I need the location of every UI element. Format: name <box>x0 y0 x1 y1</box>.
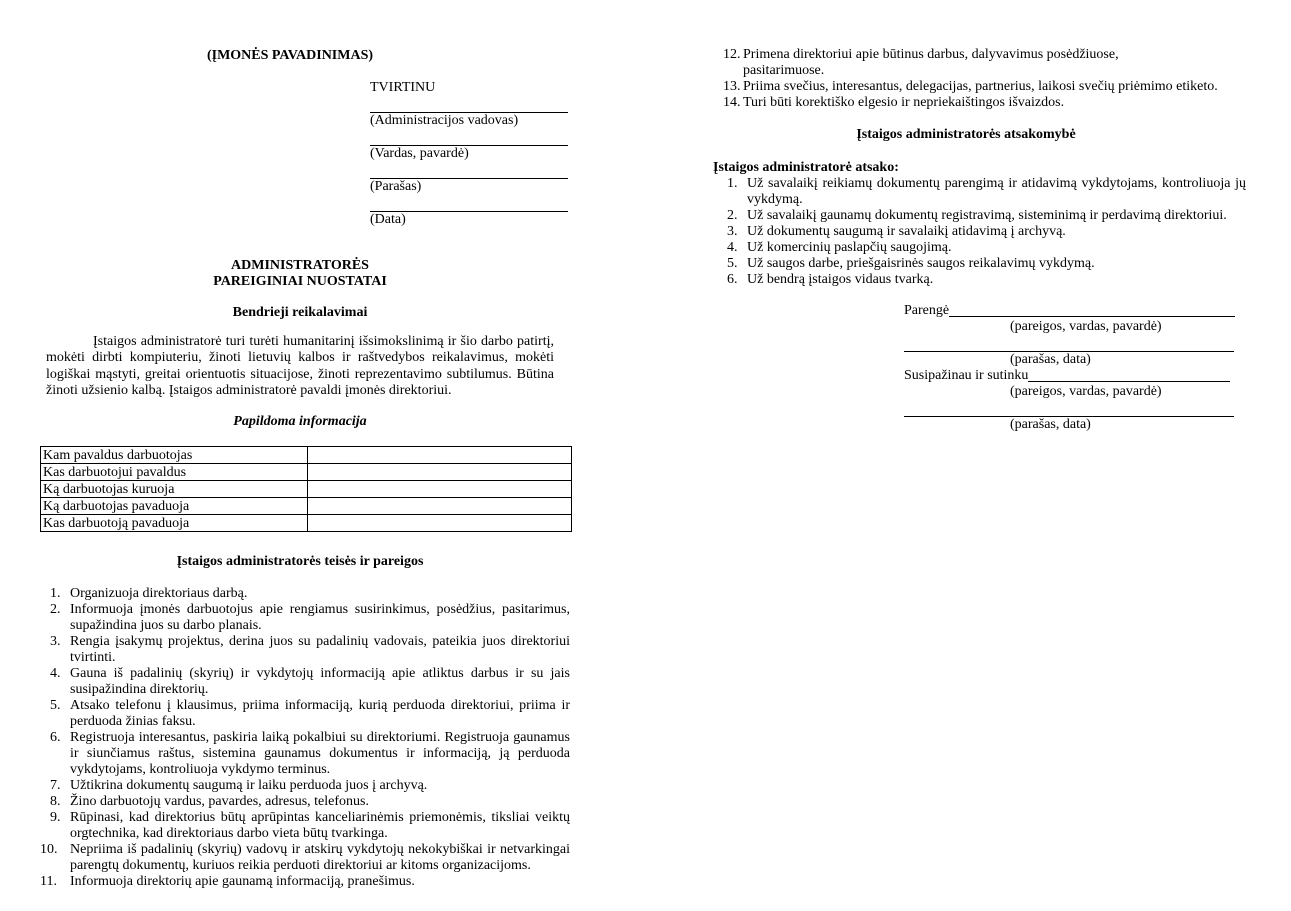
signature-line <box>904 400 1234 417</box>
list-item <box>706 95 1226 111</box>
table-cell-value <box>308 464 572 481</box>
item-number: 10. <box>40 842 58 857</box>
item-number: 11. <box>40 874 57 889</box>
title-line-1: ADMINISTRATORĖS <box>231 258 369 273</box>
signature-line <box>370 164 568 179</box>
list-item <box>40 874 570 890</box>
item-text: Primena direktoriui apie būtinus darbus, dalyvavimus posėdžiuose, <box>743 47 1119 62</box>
table-cell-label: Ką darbuotojas kuruoja <box>41 481 308 498</box>
list-item <box>706 272 1246 288</box>
item-number: 12. <box>723 47 741 62</box>
table-cell-label: Kas darbuotoją pavaduoja <box>41 515 308 532</box>
item-text: Organizuoja direktoriaus darbą. <box>70 586 248 601</box>
item-text: Registruoja interesantus, paskiria laiką pokalbiui su direktoriumi. Registruoja gaunamus ir siunčiamus raštus, sistemina gaunamus dokumentus ir informaciją, ją perduoda vykdytojams, kontroliuoja vykdymo terminus. <box>70 730 570 777</box>
item-number: 3. <box>50 634 61 649</box>
list-item <box>40 586 570 602</box>
approval-block <box>370 80 568 230</box>
title-line-2: PAREIGINIAI NUOSTATAI <box>213 274 387 289</box>
table-cell-label: Ką darbuotojas pavaduoja <box>41 498 308 515</box>
list-item <box>40 794 570 810</box>
duties-list-continued <box>706 47 1226 111</box>
table-row <box>41 447 572 464</box>
signature-block <box>904 303 1239 433</box>
item-number: 3. <box>727 224 738 239</box>
item-text: Rengia įsakymų projektus, derina juos su padalinių vadovais, pateikia juos direktoriui tvirtinti. <box>70 634 570 665</box>
table-cell-value <box>308 481 572 498</box>
item-number: 5. <box>50 698 61 713</box>
item-number: 2. <box>727 208 738 223</box>
item-text: Turi būti korektiško elgesio ir nepriekaištingos išvaizdos. <box>743 95 1065 110</box>
company-name: (ĮMONĖS PAVADINIMAS) <box>206 48 374 63</box>
item-text: Už saugos darbe, priešgaisrinės saugos reikalavimų vykdymą. <box>747 256 1095 271</box>
general-paragraph <box>46 334 554 399</box>
item-number: 4. <box>50 666 61 681</box>
table-row <box>41 498 572 515</box>
item-text: Už bendrą įstaigos vidaus tvarką. <box>747 272 934 287</box>
item-text-continued: pasitarimuose. <box>743 63 825 78</box>
item-text: Užtikrina dokumentų saugumą ir laiku perduoda juos į archyvą. <box>70 778 428 793</box>
list-item <box>706 208 1246 224</box>
approval-caption: (Administracijos vadovas) <box>370 113 519 128</box>
responsibility-list <box>706 176 1246 288</box>
right-column <box>706 47 1251 432</box>
item-text: Žino darbuotojų vardus, pavardes, adresus, telefonus. <box>70 794 369 809</box>
item-text: Informuoja įmonės darbuotojus apie rengiamus susirinkimus, posėdžius, pasitarimus, supažindina juos su darbo planais. <box>70 602 570 633</box>
list-item <box>40 634 570 666</box>
item-text: Informuoja direktorių apie gaunamą informaciją, pranešimus. <box>70 874 415 889</box>
approval-caption: (Data) <box>370 212 406 227</box>
list-item <box>706 256 1246 272</box>
item-number: 2. <box>50 602 61 617</box>
item-number: 6. <box>50 730 61 745</box>
list-item <box>40 842 570 874</box>
duties-list <box>40 586 570 890</box>
table-cell-label: Kas darbuotojui pavaldus <box>41 464 308 481</box>
signature-line <box>904 335 1234 352</box>
list-item <box>706 176 1246 208</box>
signature-line <box>370 131 568 146</box>
table-cell-value <box>308 498 572 515</box>
general-heading: Bendrieji reikalavimai <box>232 305 368 320</box>
item-number: 7. <box>50 778 61 793</box>
list-item <box>40 666 570 698</box>
table-row <box>41 464 572 481</box>
item-text: Nepriima iš padalinių (skyrių) vadovų ir atskirų vykdytojų nekokybiškai ir netvarkingai parengtų dokumentų, kuriuos reikia perduoti direktoriui ar kitoms organizacijoms. <box>70 842 570 873</box>
sign-caption: (parašas, data) <box>1010 417 1091 432</box>
agreed-line <box>1028 368 1230 382</box>
agreed-row <box>904 368 1239 384</box>
list-item <box>40 778 570 794</box>
table-row <box>41 515 572 532</box>
prepared-line <box>949 303 1235 317</box>
list-item <box>40 730 570 778</box>
table-cell-value <box>308 447 572 464</box>
signature-line <box>370 98 568 113</box>
item-text: Rūpinasi, kad direktorius būtų aprūpintas kanceliarinėmis priemonėmis, tiksliai veiktų orgtechnika, kad direktoriaus darbo vieta būtų tvarkinga. <box>70 810 570 841</box>
item-text: Už savalaikį reikiamų dokumentų parengimą ir atidavimą vykdytojams, kontroliuoja jų vykdymą. <box>747 176 1246 207</box>
table-cell-label: Kam pavaldus darbuotojas <box>41 447 308 464</box>
item-number: 8. <box>50 794 61 809</box>
general-text: Įstaigos administratorė turi turėti humanitarinį išsimokslinimą ir šio darbo patirtį, mokėti dirbti kompiuteriu, žinoti lietuvių kalbos ir raštvedybos reikalavimus, mokėti logiškai mąstyti, greitai orientuotis situacijose, žinoti reprezentavimo subtilumus. Būtina žinoti užsienio kalbą. Įstaigos administratorė pavaldi įmonės direktoriui. <box>46 334 554 398</box>
approve-label: TVIRTINU <box>370 80 436 95</box>
name-caption: (pareigos, vardas, pavardė) <box>1010 319 1162 334</box>
item-number: 13. <box>723 79 741 94</box>
item-number: 14. <box>723 95 741 110</box>
item-number: 5. <box>727 256 738 271</box>
info-table <box>40 446 572 532</box>
item-number: 6. <box>727 272 738 287</box>
prepared-row <box>904 303 1239 319</box>
agreed-label: Susipažinau ir sutinku <box>904 368 1029 383</box>
name-caption: (pareigos, vardas, pavardė) <box>1010 384 1162 399</box>
table-cell-value <box>308 515 572 532</box>
item-text: Už dokumentų saugumą ir savalaikį atidavimą į archyvą. <box>747 224 1066 239</box>
document-title <box>40 258 560 290</box>
item-text: Už savalaikį gaunamų dokumentų registravimą, sisteminimą ir perdavimą direktoriui. <box>747 208 1227 223</box>
approval-caption: (Vardas, pavardė) <box>370 146 469 161</box>
list-item <box>706 240 1246 256</box>
sign-caption: (parašas, data) <box>1010 352 1091 367</box>
item-text: Už komercinių paslapčių saugojimą. <box>747 240 952 255</box>
list-item <box>706 224 1246 240</box>
responsibility-heading: Įstaigos administratorės atsakomybė <box>856 127 1076 142</box>
item-number: 1. <box>727 176 738 191</box>
item-number: 4. <box>727 240 738 255</box>
signature-line <box>370 197 568 212</box>
prepared-label: Parengė <box>904 303 950 318</box>
responsibility-lead: Įstaigos administratorė atsako: <box>713 160 899 175</box>
list-item <box>706 79 1226 95</box>
list-item <box>706 47 1226 79</box>
table-row <box>41 481 572 498</box>
list-item <box>40 698 570 730</box>
item-number: 1. <box>50 586 61 601</box>
item-text: Atsako telefonu į klausimus, priima informaciją, kurią perduoda direktoriui, priima ir perduoda žinias faksu. <box>70 698 570 729</box>
list-item <box>40 810 570 842</box>
rights-heading: Įstaigos administratorės teisės ir pareigos <box>176 554 424 569</box>
extra-heading: Papildoma informacija <box>233 414 367 429</box>
item-text: Gauna iš padalinių (skyrių) ir vykdytojų informaciją apie atliktus darbus ir su jais susipažindina direktorių. <box>70 666 570 697</box>
approval-caption: (Parašas) <box>370 179 422 194</box>
list-item <box>40 602 570 634</box>
item-text: Priima svečius, interesantus, delegacijas, partnerius, laikosi svečių priėmimo etiketo. <box>743 79 1218 94</box>
item-number: 9. <box>50 810 61 825</box>
